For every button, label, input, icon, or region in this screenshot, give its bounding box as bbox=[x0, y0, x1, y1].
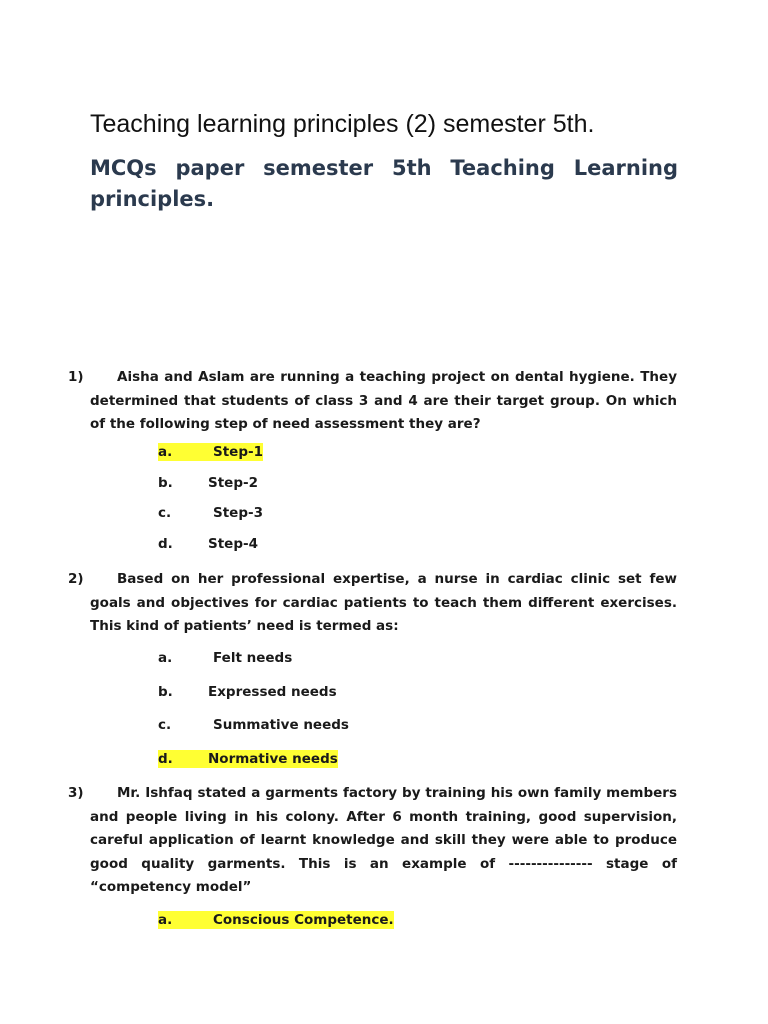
question-number: 3) bbox=[68, 785, 84, 801]
question-2-option-c bbox=[158, 716, 349, 734]
option-letter: b. bbox=[158, 684, 173, 700]
option-label: Step-3 bbox=[213, 505, 263, 521]
question-text: Aisha and Aslam are running a teaching project on dental hygiene. They determined that students of class 3 and 4 are their target group. On which of the following step of need assessment they are? bbox=[90, 369, 677, 432]
question-number: 2) bbox=[68, 571, 84, 587]
question-1-option-c bbox=[158, 504, 263, 522]
option-letter: a. bbox=[158, 650, 173, 666]
option-label: Felt needs bbox=[213, 650, 293, 666]
option-label: Summative needs bbox=[213, 717, 349, 733]
question-3-option-a bbox=[158, 911, 394, 929]
option-letter: a. bbox=[158, 912, 173, 928]
question-text: Based on her professional expertise, a nurse in cardiac clinic set few goals and objectives for cardiac patients to teach them different exercises. This kind of patients’ need is termed as: bbox=[90, 571, 677, 634]
option-letter: d. bbox=[158, 751, 173, 767]
option-letter: c. bbox=[158, 505, 172, 521]
question-number: 1) bbox=[68, 369, 84, 385]
question-1-option-d bbox=[158, 535, 258, 553]
question-2-option-d bbox=[158, 750, 338, 768]
question-1-option-b bbox=[158, 474, 258, 492]
option-label: Step-4 bbox=[208, 536, 258, 552]
option-label: Step-2 bbox=[208, 475, 258, 491]
document-subtitle: MCQs paper semester 5th Teaching Learning principles. bbox=[90, 156, 678, 211]
question-text: Mr. Ishfaq stated a garments factory by training his own family members and people living in his colony. After 6 month training, good supervision, careful application of learnt knowledge and skill they were able to produce good quality garments. This is an example of --------------- stage of “competency model” bbox=[90, 785, 677, 895]
question-2-option-a bbox=[158, 649, 292, 667]
option-letter: a. bbox=[158, 444, 173, 460]
option-label: Step-1 bbox=[213, 444, 263, 460]
question-2-option-b bbox=[158, 683, 337, 701]
option-label: Expressed needs bbox=[208, 684, 337, 700]
option-letter: d. bbox=[158, 536, 173, 552]
question-1-option-a bbox=[158, 443, 263, 461]
option-label: Conscious Competence. bbox=[213, 912, 394, 928]
option-label: Normative needs bbox=[208, 751, 338, 767]
option-letter: c. bbox=[158, 717, 172, 733]
option-letter: b. bbox=[158, 475, 173, 491]
document-title: Teaching learning principles (2) semester 5th. bbox=[90, 110, 595, 138]
